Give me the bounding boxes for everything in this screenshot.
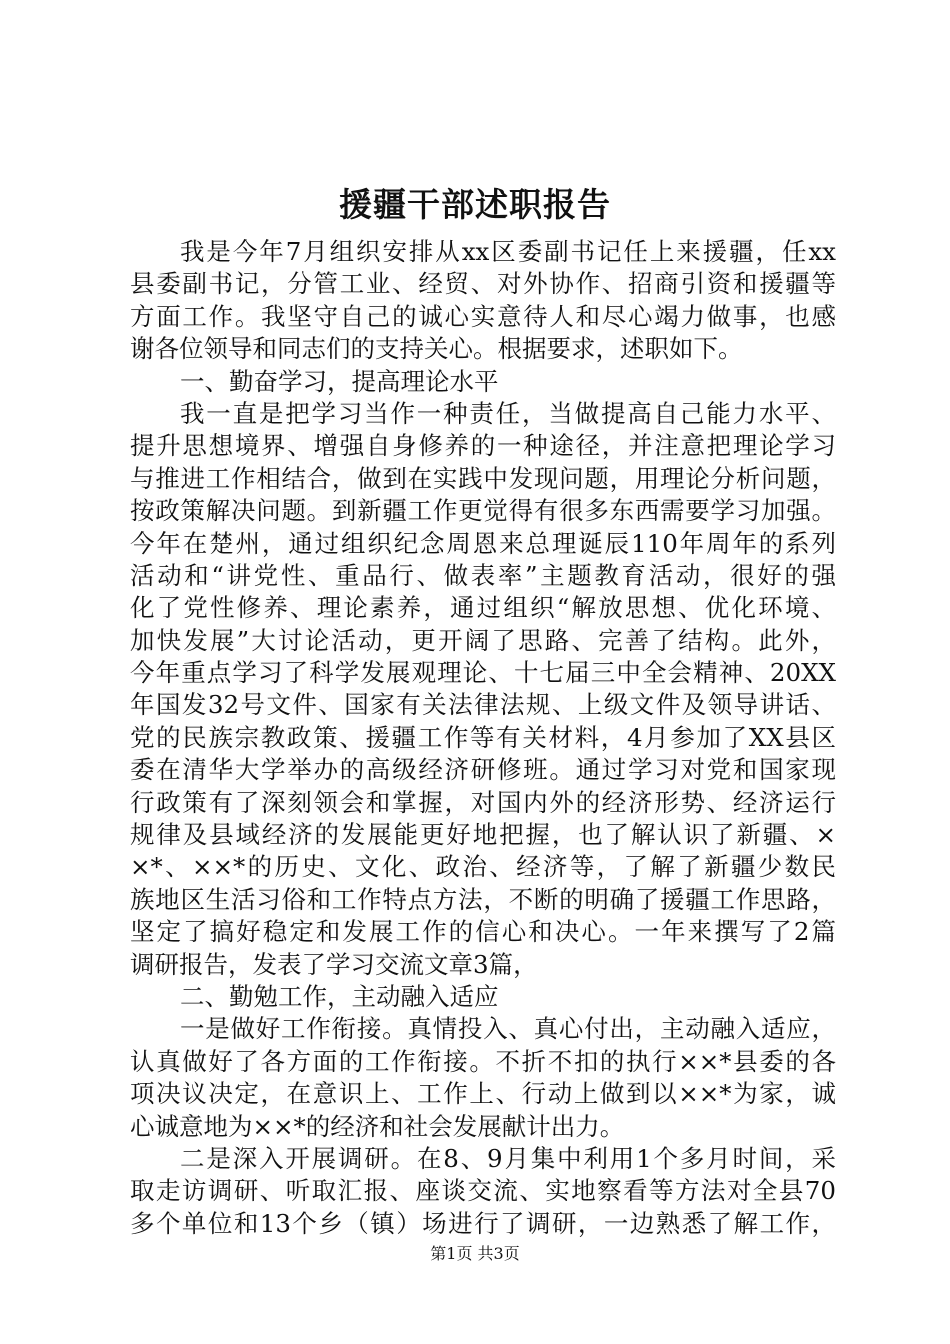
text-line: 加快发展”大讨论活动，更开阔了思路、完善了结构。此外， [130, 625, 836, 655]
text-line: 一是做好工作衔接。真情投入、真心付出，主动融入适应， [180, 1014, 836, 1044]
text-line: ×*、××*的历史、文化、政治、经济等，了解了新疆少数民 [130, 852, 836, 882]
text-line: 心诚意地为××*的经济和社会发展献计出力。 [130, 1111, 625, 1141]
text-line: 县委副书记，分管工业、经贸、对外协作、招商引资和援疆等 [130, 269, 836, 299]
document-title: 援疆干部述职报告 [339, 185, 611, 224]
text-line: 认真做好了各方面的工作衔接。不折不扣的执行××*县委的各 [130, 1046, 836, 1076]
document-body [130, 236, 836, 1240]
text-line: 项决议决定，在意识上、工作上、行动上做到以××*为家，诚 [130, 1079, 836, 1109]
text-line: 行政策有了深刻领会和掌握，对国内外的经济形势、经济运行 [130, 787, 836, 817]
text-line: 党的民族宗教政策、援疆工作等有关材料，4月参加了XX县区 [130, 722, 836, 752]
text-line: 委在清华大学举办的高级经济研修班。通过学习对党和国家现 [130, 755, 836, 785]
text-line: 与推进工作相结合，做到在实践中发现问题，用理论分析问题， [130, 463, 836, 493]
text-line: 坚定了搞好稳定和发展工作的信心和决心。一年来撰写了2篇 [130, 917, 836, 947]
text-line: 谢各位领导和同志们的支持关心。根据要求，述职如下。 [130, 334, 743, 364]
text-line: 提升思想境界、增强自身修养的一种途径，并注意把理论学习 [130, 431, 836, 461]
text-line: 规律及县域经济的发展能更好地把握，也了解认识了新疆、× [130, 820, 836, 850]
text-line: 年国发32号文件、国家有关法律法规、上级文件及领导讲话、 [130, 690, 836, 720]
text-line: 取走访调研、听取汇报、座谈交流、实地察看等方法对全县70 [130, 1176, 836, 1206]
text-line: 我一直是把学习当作一种责任，当做提高自己能力水平、 [180, 398, 836, 428]
text-line: 多个单位和13个乡（镇）场进行了调研，一边熟悉了解工作， [130, 1208, 836, 1238]
text-line: 方面工作。我坚守自己的诚心实意待人和尽心竭力做事，也感 [130, 301, 836, 331]
text-line: 按政策解决问题。到新疆工作更觉得有很多东西需要学习加强。 [130, 496, 836, 526]
text-line: 调研报告，发表了学习交流文章3篇， [130, 949, 538, 979]
text-line: 今年重点学习了科学发展观理论、十七届三中全会精神、20XX [130, 658, 836, 688]
text-line: 活动和“讲党性、重品行、做表率”主题教育活动，很好的强 [130, 560, 836, 590]
text-line: 族地区生活习俗和工作特点方法，不断的明确了援疆工作思路， [130, 884, 836, 914]
text-line: 一、勤奋学习，提高理论水平 [180, 366, 499, 396]
text-line: 我是今年7月组织安排从xx区委副书记任上来援疆，任xx [180, 237, 836, 266]
text-line: 化了党性修养、理论素养，通过组织“解放思想、优化环境、 [130, 593, 836, 623]
page-footer: 第1页 共3页 [430, 1244, 520, 1263]
text-line: 二是深入开展调研。在8、9月集中利用1个多月时间，采 [180, 1143, 836, 1173]
text-line: 今年在楚州，通过组织纪念周恩来总理诞辰110年周年的系列 [130, 528, 836, 558]
text-line: 二、勤勉工作，主动融入适应 [180, 981, 499, 1011]
